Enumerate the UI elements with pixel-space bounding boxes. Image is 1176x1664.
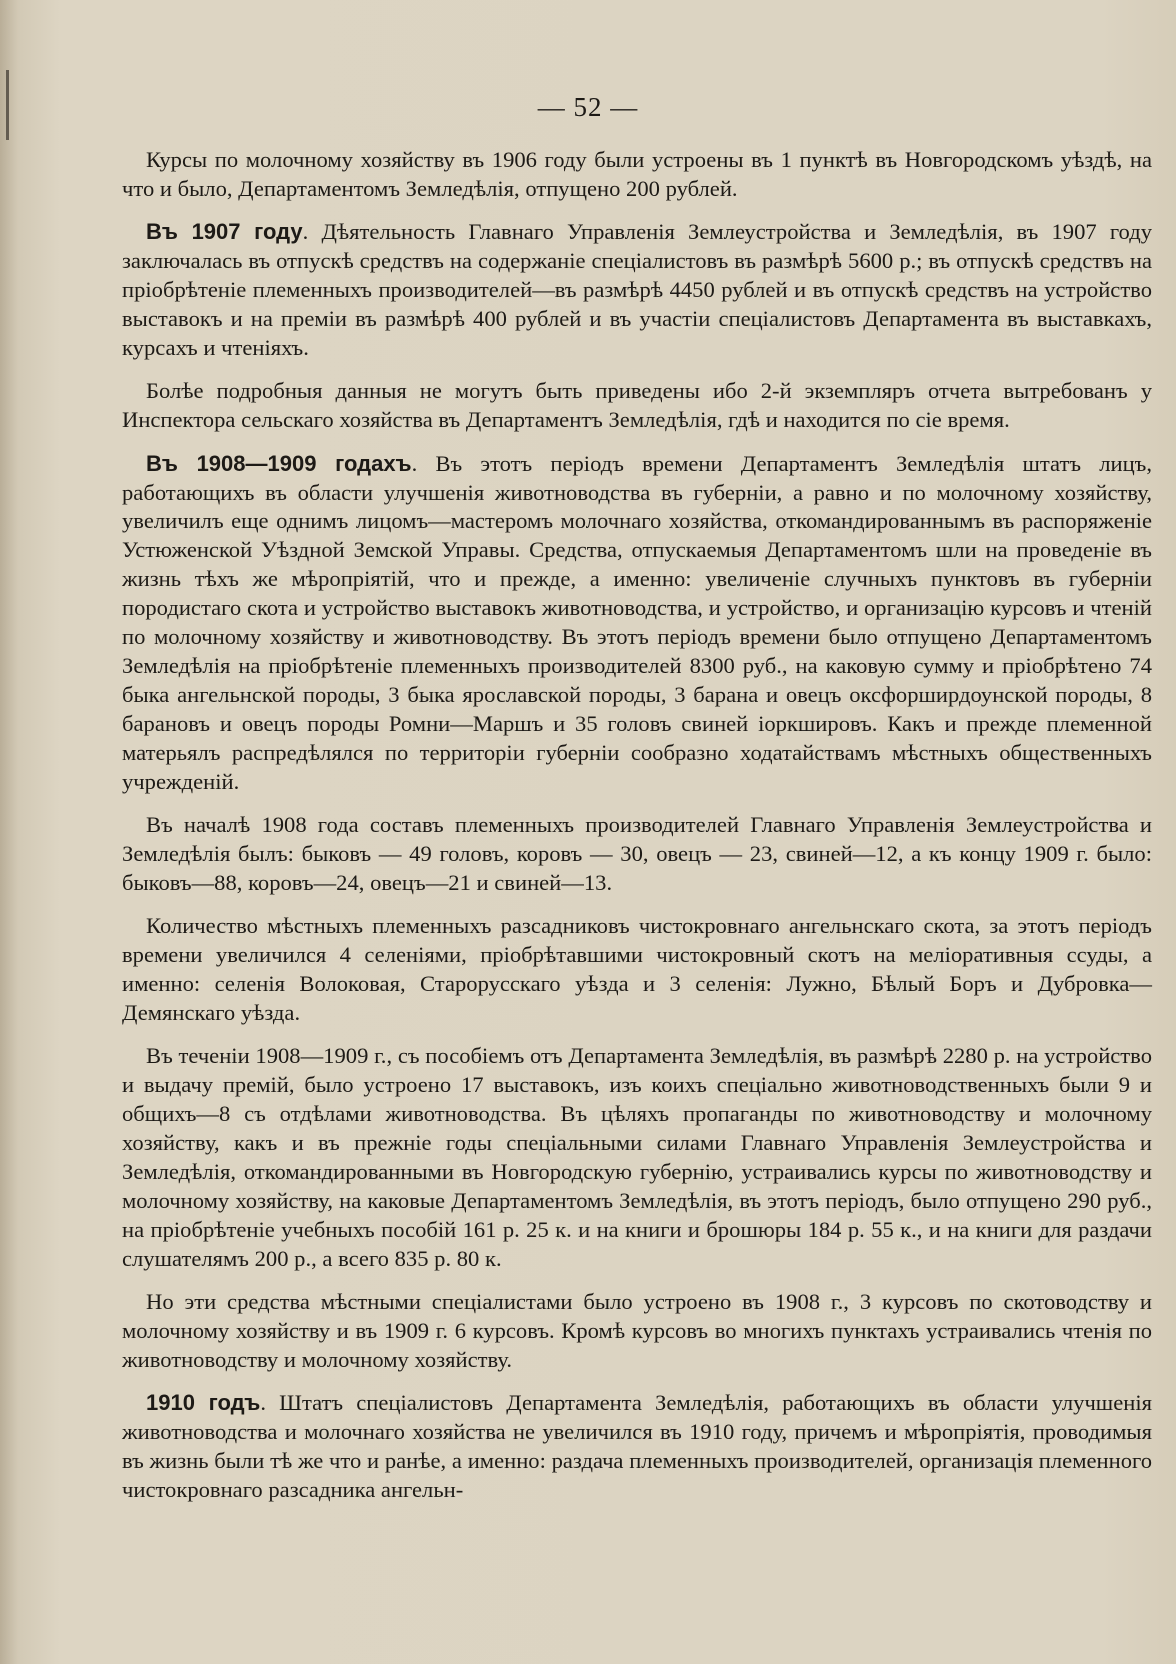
paragraph-breeding-stations: [122, 912, 1152, 1028]
paragraph-text: Въ теченіи 1908—1909 г., съ пособіемъ отъ Департамента Земледѣлія, въ размѣрѣ 2280 р. на устройство и выдачу премій, было устроено 17 выставокъ, изъ коихъ спеціально животноводственныхъ были 9 и общихъ—8 съ отдѣлами животноводства. Въ цѣляхъ пропаганды по животноводству и молочному хозяйству, какъ и въ прежніе годы спеціальными силами Главнаго Управленія Землеустройства и Земледѣлія, откомандированными въ Новгородскую губернію, устраивались курсы по животноводству и молочному хозяйству, на каковые Департаментомъ Земледѣлія, въ этотъ періодъ, было отпущено 290 руб., на пріобрѣтеніе учебныхъ пособій 161 р. 25 к. и на книги и брошюры 184 р. 55 к., и на книги для раздачи слушателямъ 200 р., а всего 835 р. 80 к.: [122, 1043, 1152, 1271]
year-heading-1910: 1910 годъ: [146, 1390, 261, 1416]
paragraph-text: . Въ этотъ періодъ времени Департаментъ Земледѣлія штатъ лицъ, работающихъ въ области улучшенія животноводства въ губерніи, а равно и по молочному хозяйству, увеличилъ еще однимъ лицомъ—мастеромъ молочнаго хозяйства, откомандированнымъ въ распоряженіе Устюженской Уѣздной Земской Управы. Средства, отпускаемыя Департаментомъ шли на проведеніе въ жизнь тѣхъ же мѣропріятій, что и прежде, а именно: увеличеніе случныхъ пунктовъ въ губерніи породистаго скота и устройство выставокъ животноводства, и устройство, и организацію курсовъ и чтеній по молочному хозяйству и животноводству. Въ этотъ періодъ времени было отпущено Департаментомъ Земледѣлія на пріобрѣтеніе племенныхъ производителей 8300 руб., на каковую сумму и пріобрѣтено 74 быка ангельнской породы, 3 быка ярославской породы, 3 барана и овецъ оксфорширдоунской породы, 8 барановъ и овецъ породы Ромни—Маршъ и 35 головъ свиней іоркшировъ. Какъ и прежде племенной матерьялъ распредѣлялся по территоріи губерніи сообразно ходатайствамъ мѣстныхъ общественныхъ учрежденій.: [122, 450, 1152, 794]
paragraph-exhibitions: [122, 1042, 1152, 1273]
paragraph-courses: [122, 1288, 1152, 1375]
paragraph-text: Курсы по молочному хозяйству въ 1906 году были устроены въ 1 пунктѣ въ Новгородскомъ уѣздѣ, на что и было, Департаментомъ Земледѣлія, отпущено 200 рублей.: [122, 147, 1152, 201]
paragraph-1910: [122, 1389, 1152, 1505]
paragraph-text: . Штатъ спеціалистовъ Департамента Земледѣлія, работающихъ въ области улучшенія животноводства и молочнаго хозяйства не увеличился въ 1910 году, причемъ и мѣропріятія, проводимыя въ жизнь были тѣ же что и ранѣе, а именно: раздача племенныхъ производителей, организація племенного чистокровнаго разсадника ангельн-: [122, 1390, 1152, 1503]
page-number: — 52 —: [537, 92, 639, 122]
document-body: [122, 146, 1152, 1519]
paragraph-text: Но эти средства мѣстными спеціалистами было устроено въ 1908 г., 3 курсовъ по скотоводству и молочному хозяйству и въ 1909 г. 6 курсовъ. Кромѣ курсовъ во многихъ пунктахъ устраивались чтенія по животноводству и молочному хозяйству.: [122, 1289, 1152, 1372]
paragraph-text: Количество мѣстныхъ племенныхъ разсадниковъ чистокровнаго ангельнскаго скота, за этотъ періодъ времени увеличился 4 селеніями, пріобрѣтавшими чистокровный скотъ на меліоративныя ссуды, а именно: селенія Волоковая, Старорусскаго уѣзда и 3 селенія: Лужно, Бѣлый Боръ и Дубровка—Демянскаго уѣзда.: [122, 913, 1152, 1025]
paragraph-text: Въ началѣ 1908 года составъ племенныхъ производителей Главнаго Управленія Землеустройства и Земледѣлія былъ: быковъ — 49 головъ, коровъ — 30, овецъ — 23, свиней—12, а къ концу 1909 г. было: быковъ—88, коровъ—24, овецъ—21 и свиней—13.: [122, 812, 1152, 895]
paragraph-1907: [122, 218, 1152, 363]
paragraph-1906-courses: [122, 146, 1152, 204]
paragraph-report-note: [122, 377, 1152, 435]
year-heading-1907: Въ 1907 году: [146, 219, 303, 245]
year-heading-1908-1909: Въ 1908—1909 годахъ: [146, 450, 412, 476]
paragraph-livestock-stock: [122, 811, 1152, 898]
paragraph-text: . Дѣятельность Главнаго Управленія Землеустройства и Земледѣлія, въ 1907 году заключалась въ отпускѣ средствъ на содержаніе спеціалистовъ въ размѣрѣ 5600 р.; въ отпускѣ средствъ на пріобрѣтеніе племенныхъ производителей—въ размѣрѣ 4450 рублей и въ отпускѣ средствъ на устройство выставокъ и на преміи въ размѣрѣ 400 рублей и въ участіи спеціалистовъ Департамента въ выставкахъ, курсахъ и чтеніяхъ.: [122, 219, 1152, 360]
paragraph-text: Болѣе подробныя данныя не могутъ быть приведены ибо 2-й экземпляръ отчета вытребованъ у Инспектора сельскаго хозяйства въ Департаментъ Земледѣлія, гдѣ и находится по сіе время.: [122, 378, 1152, 433]
paragraph-1908-1909: [122, 450, 1152, 797]
